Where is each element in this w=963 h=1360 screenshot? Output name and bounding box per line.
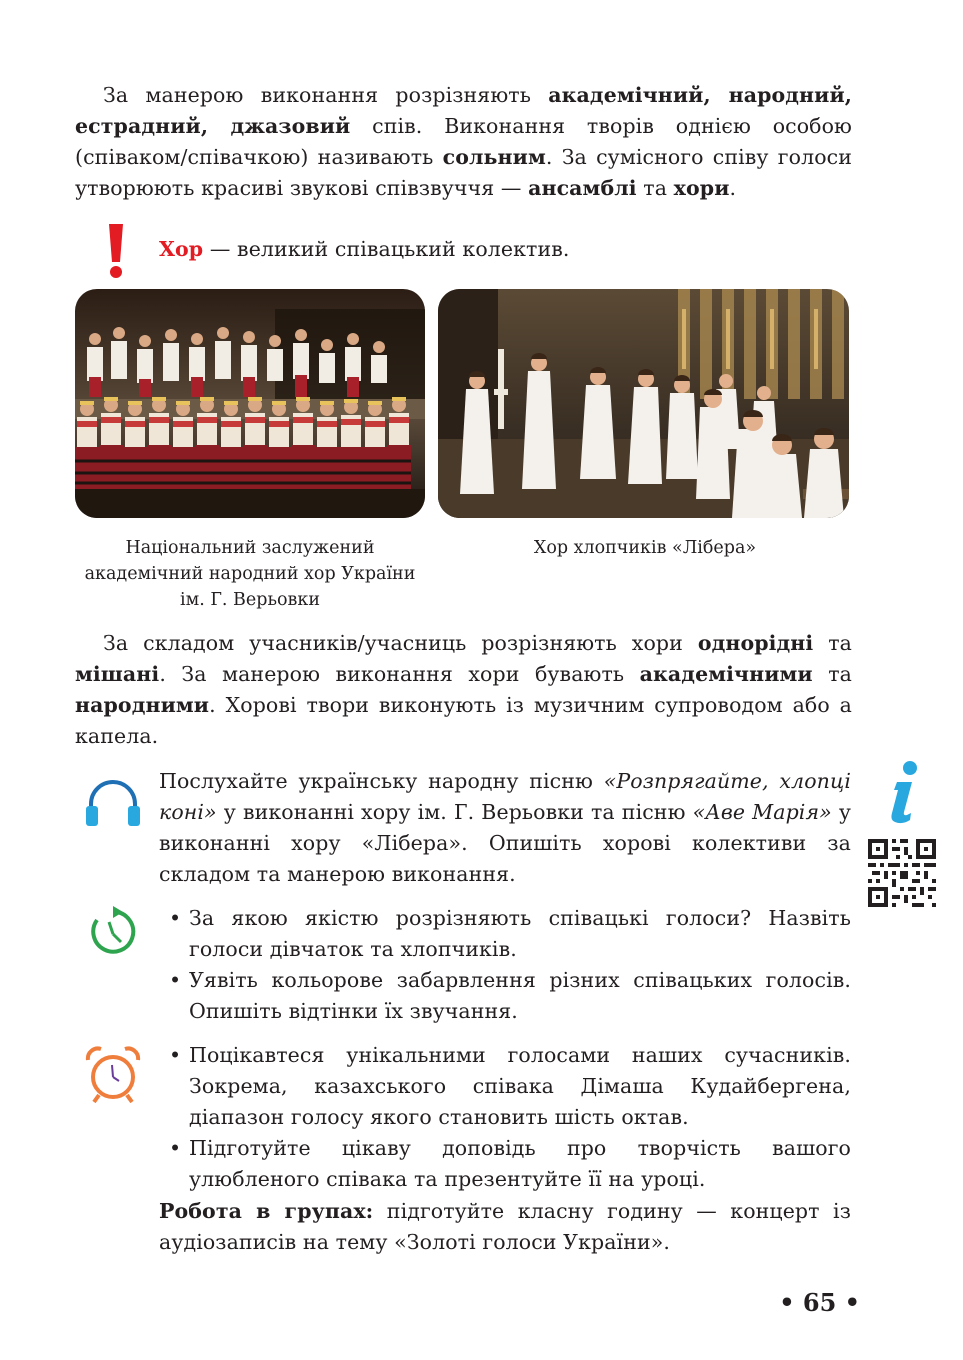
listen-text: у виконанні хору ім. Г. Верьовки та пісню: [216, 800, 693, 824]
intro-bold-solo: сольним: [442, 145, 546, 169]
listen-text: у виконанні хору «Лібера». Опишіть хорові колективи за складом та манерою виконання.: [159, 800, 851, 886]
para2-bold-academic: академічними: [639, 662, 813, 686]
song-title-ave-maria: «Аве Марія»: [692, 800, 832, 824]
group-work: [159, 1196, 851, 1258]
list-item: [159, 965, 851, 1027]
question-text: Уявіть кольорове забарвлення різних співацьких голосів. Опишіть відтінки їх звучання.: [189, 968, 851, 1023]
definition-text: — великий співацький колектив.: [203, 237, 570, 261]
para2-bold-folk: народними: [75, 693, 210, 717]
definition: [159, 234, 849, 265]
intro-bold-ensembles: ансамблі: [528, 176, 637, 200]
group-work-label: Робота в групах:: [159, 1199, 374, 1223]
exclamation-icon: [104, 222, 128, 280]
questions-list: [159, 903, 851, 1027]
intro-text: За манерою виконання розрізняють: [103, 83, 549, 107]
para2-bold-homogeneous: однорідні: [697, 631, 814, 655]
para2-bold-mixed: мішані: [75, 662, 160, 686]
list-item: [159, 1133, 851, 1195]
choir-types-paragraph: [75, 628, 852, 752]
intro-text: та: [636, 176, 674, 200]
libera-choir-caption: Хор хлопчиків «Лібера»: [533, 538, 757, 558]
para2-text: та: [812, 662, 852, 686]
intro-bold-choirs: хори: [673, 176, 730, 200]
headphones-icon: [84, 778, 142, 826]
folk-choir-caption: Національний заслужений академічний народний хор України ім. Г. Верьовки: [84, 538, 416, 610]
alarm-clock-icon: [85, 1046, 141, 1104]
list-item: [159, 903, 851, 965]
homework-list: [159, 1040, 851, 1195]
listening-task: [159, 766, 851, 890]
intro-bold-styles: академічний, народний, естрадний, джазовий: [75, 83, 853, 138]
homework-text: Поцікавтеся унікальними голосами наших сучасників. Зокрема, казахського співака Дімаша Кудайбергена, діапазон голосу якого становить шість октав.: [189, 1043, 851, 1129]
bullet: •: [169, 1136, 182, 1160]
intro-text: спів. Виконання творів однією особою (співаком/співачкою) називають: [75, 114, 852, 169]
bullet: •: [169, 1043, 182, 1067]
qr-code[interactable]: [868, 839, 936, 907]
intro-paragraph: [75, 80, 852, 204]
clock-icon: [87, 904, 139, 958]
definition-term: Хор: [159, 237, 204, 261]
para2-text: та: [813, 631, 852, 655]
list-item: [159, 1040, 851, 1133]
para2-text: . За манерою виконання хори бувають: [159, 662, 640, 686]
homework-text: Підготуйте цікаву доповідь про творчість вашого улюбленого співака та презентуйте її на уроці.: [189, 1136, 851, 1191]
intro-text: . За сумісного співу голоси утворюють красиві звукові співзвуччя —: [75, 145, 852, 200]
listen-text: Послухайте українську народну пісню: [159, 769, 604, 793]
para2-text: . Хорові твори виконують із музичним супроводом або а капела.: [75, 693, 852, 748]
bullet: •: [169, 968, 182, 992]
song-title-rozpriahaite: «Розпрягайте, хлопці коні»: [159, 769, 852, 824]
para2-text: За складом учасників/учасниць розрізняють хори: [103, 631, 698, 655]
page-number: • 65 •: [779, 1288, 860, 1317]
libera-choir-photo: [438, 289, 849, 518]
question-text: За якою якістю розрізняють співацькі голоси? Назвіть голоси дівчаток та хлопчиків.: [189, 906, 851, 961]
folk-choir-photo: [75, 289, 425, 518]
info-icon: [884, 760, 924, 826]
group-work-text: підготуйте класну годину — концерт із аудіозаписів на тему «Золоті голоси України».: [159, 1199, 851, 1254]
bullet: •: [169, 906, 182, 930]
intro-text: .: [729, 176, 737, 200]
